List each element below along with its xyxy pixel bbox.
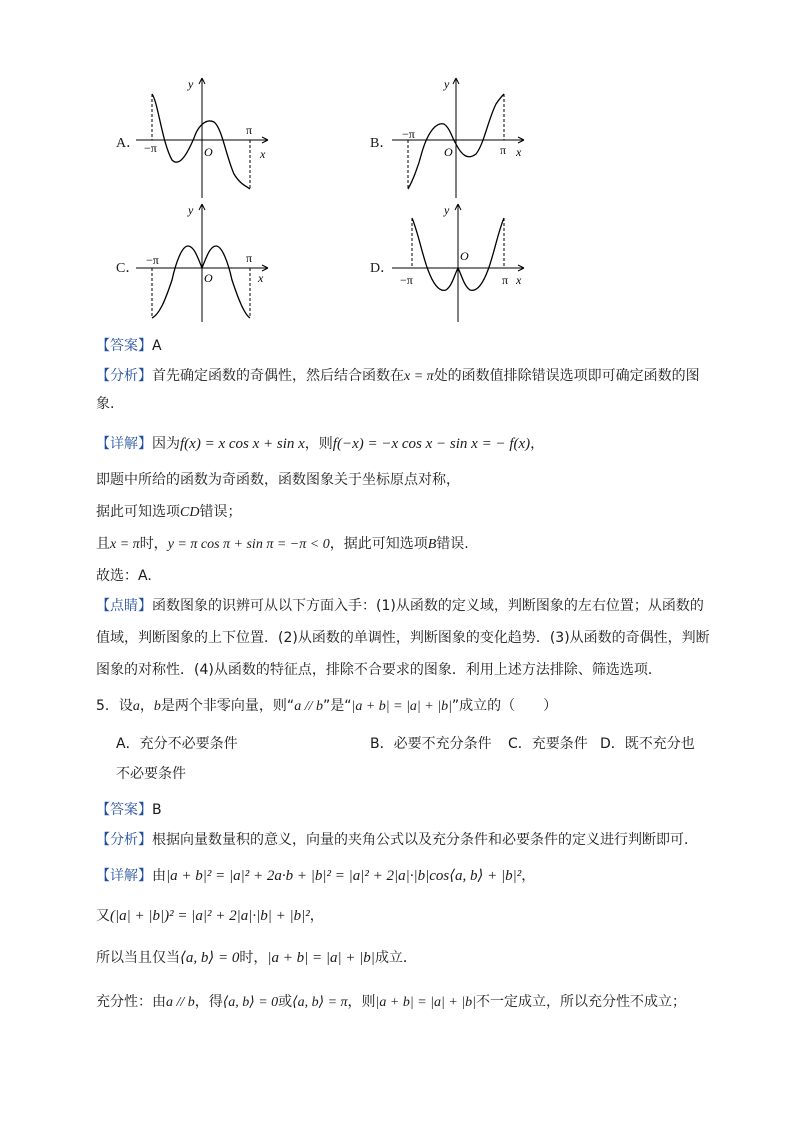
q5-option-d[interactable] <box>600 734 695 754</box>
origin-label: O <box>460 249 469 263</box>
math-expression: ⟨a, b⟩ = 0 <box>222 995 279 1010</box>
origin-label: O <box>444 145 453 159</box>
detail-text: 成立． <box>374 950 417 966</box>
neg-pi-label: −π <box>402 127 415 141</box>
y-axis-label: y <box>188 77 194 91</box>
origin-label: O <box>204 145 213 159</box>
analysis-tag: 【分析】 <box>96 832 152 848</box>
answer-tag: 【答案】 <box>96 338 152 354</box>
q5-option-d-continued <box>116 764 186 784</box>
q5-analysis-line <box>96 830 698 850</box>
graph-option-b <box>392 72 532 202</box>
neg-pi-label: −π <box>400 273 413 287</box>
answer-value: A <box>152 338 162 354</box>
x-axis-label: x <box>258 271 264 285</box>
q4-detail-line-3 <box>96 502 241 523</box>
math-expression: x = π <box>404 369 434 384</box>
detail-text: 所以当且仅当 <box>96 950 180 966</box>
q4-analysis-line-2 <box>96 394 114 414</box>
detail-text: ，则 <box>304 436 333 452</box>
option-b-text: B．必要不充分条件 <box>370 736 492 752</box>
x-axis-label: x <box>260 147 266 161</box>
pi-label: π <box>246 123 253 137</box>
neg-pi-label: −π <box>146 253 159 267</box>
origin-label: O <box>204 271 213 285</box>
stem-text: ”成立的（ ） <box>451 698 558 714</box>
q5-detail-line-1 <box>96 866 535 886</box>
option-d-text: 不必要条件 <box>116 766 186 782</box>
option-a-label: A． <box>116 136 141 151</box>
stem-text: ， <box>139 698 154 714</box>
detail-text: 因为 <box>152 436 180 452</box>
comment-text: 图象的对称性．(4)从函数的特征点，排除不合要求的图象．利用上述方法排除、筛选选项． <box>96 662 662 678</box>
math-expression: a // b <box>166 995 195 1010</box>
math-expression: ⟨a, b⟩ = 0 <box>180 950 240 966</box>
pi-label: π <box>502 273 509 287</box>
analysis-text: 象. <box>96 396 115 412</box>
x-axis-label: x <box>516 145 522 159</box>
detail-text: 充分性：由 <box>96 994 166 1010</box>
q5-option-b[interactable] <box>370 734 492 754</box>
detail-text: 时， <box>239 950 268 966</box>
y-axis-label: y <box>444 77 450 91</box>
q4-comment-line-2 <box>96 628 710 648</box>
analysis-text: 处的函数值排除错误选项即可确定函数的图 <box>433 368 700 384</box>
q5-stem <box>96 696 557 717</box>
detail-text: 又 <box>96 908 110 924</box>
q5-answer-line <box>96 800 162 820</box>
detail-text: ， <box>309 908 324 924</box>
math-expression: f(x) = x cos x + sin x <box>180 436 305 452</box>
math-expression: |a + b|² = |a|² + 2a·b + |b|² = |a|² + 2|a|·|b|cos⟨a, b⟩ + |b|² <box>166 868 522 884</box>
stem-text: 是两个非零向量，则“ <box>160 698 295 714</box>
option-c-label: C． <box>116 261 140 276</box>
detail-text: ， <box>521 868 536 884</box>
comment-text: 值域，判断图象的上下位置．(2)从函数的单调性，判断图象的变化趋势．(3)从函数的奇偶性，判断 <box>96 630 710 646</box>
math-expression: |a + b| = |a| + |b| <box>351 699 452 714</box>
option-d-text: D．既不充分也 <box>600 736 695 752</box>
detail-text: ，据此可知选项 <box>329 536 428 552</box>
math-expression: B <box>427 537 437 552</box>
y-axis-label: y <box>444 203 450 217</box>
graph-option-c <box>136 198 276 326</box>
math-expression: |a + b| = |a| + |b| <box>267 950 375 966</box>
detail-text: ，得 <box>194 994 223 1010</box>
q5-detail-line-4 <box>96 992 686 1013</box>
detail-text: 由 <box>152 868 166 884</box>
q4-choose-line <box>96 566 152 586</box>
math-expression: y = π cos π + sin π = −π < 0 <box>167 537 330 552</box>
comment-tag: 【点睛】 <box>96 598 152 614</box>
analysis-text: 根据向量数量积的意义，向量的夹角公式以及充分条件和必要条件的定义进行判断即可． <box>152 832 698 848</box>
q4-detail-line-4 <box>96 534 469 555</box>
q4-detail-line-2 <box>96 470 460 490</box>
detail-text: 据此可知选项 <box>96 504 180 520</box>
math-expression: ⟨a, b⟩ = π <box>292 995 348 1010</box>
q4-comment-line-3 <box>96 660 662 680</box>
detail-tag: 【详解】 <box>96 868 152 884</box>
math-expression: f(−x) = −x cos x − sin x = − f(x) <box>332 436 531 452</box>
option-c-text: C．充要条件 <box>508 736 588 752</box>
choose-text: 故选：A. <box>96 568 152 584</box>
q5-option-c[interactable] <box>508 734 588 754</box>
q4-comment-line-1 <box>96 596 704 616</box>
q4-analysis-line-1 <box>96 366 700 387</box>
detail-text: 即题中所给的函数为奇函数，函数图象关于坐标原点对称， <box>96 472 460 488</box>
option-d-label: D． <box>370 261 395 276</box>
q5-option-a[interactable] <box>116 734 238 754</box>
neg-pi-label: −π <box>144 141 157 155</box>
stem-text: ”是“ <box>322 698 352 714</box>
option-b-label: B． <box>370 136 394 151</box>
stem-text: 5．设 <box>96 698 133 714</box>
x-axis-label: x <box>516 273 522 287</box>
pi-label: π <box>500 143 507 157</box>
q5-detail-line-3 <box>96 948 417 968</box>
vector-a: a <box>132 699 140 714</box>
math-expression: |a + b| = |a| + |b| <box>375 995 476 1010</box>
answer-tag: 【答案】 <box>96 802 152 818</box>
math-expression: a // b <box>294 699 323 714</box>
detail-text: 不一定成立，所以充分性不成立； <box>475 994 686 1010</box>
vector-b: b <box>153 699 161 714</box>
pi-label: π <box>246 251 253 265</box>
graph-option-d <box>392 198 532 326</box>
detail-tag: 【详解】 <box>96 436 152 452</box>
detail-text: 错误. <box>436 536 469 552</box>
detail-text: 错误； <box>199 504 242 520</box>
detail-text: 且 <box>96 536 110 552</box>
option-a-text: A．充分不必要条件 <box>116 736 238 752</box>
detail-text: ， <box>530 436 545 452</box>
math-expression: (|a| + |b|)² = |a|² + 2|a|·|b| + |b|² <box>110 908 310 924</box>
answer-value: B <box>152 802 162 818</box>
graph-option-a <box>136 72 276 202</box>
q5-detail-line-2 <box>96 906 324 926</box>
comment-text: 函数图象的识辨可从以下方面入手：(1)从函数的定义域，判断图象的左右位置；从函数的 <box>152 598 704 614</box>
analysis-text: 首先确定函数的奇偶性，然后结合函数在 <box>152 368 404 384</box>
detail-text: 时， <box>139 536 168 552</box>
q4-answer-line <box>96 336 162 356</box>
analysis-tag: 【分析】 <box>96 368 152 384</box>
math-expression: x = π <box>110 537 140 552</box>
detail-text: ，则 <box>347 994 376 1010</box>
q4-detail-line-1 <box>96 434 544 454</box>
math-expression: CD <box>180 505 200 520</box>
y-axis-label: y <box>188 203 194 217</box>
detail-text: 或 <box>278 994 293 1010</box>
